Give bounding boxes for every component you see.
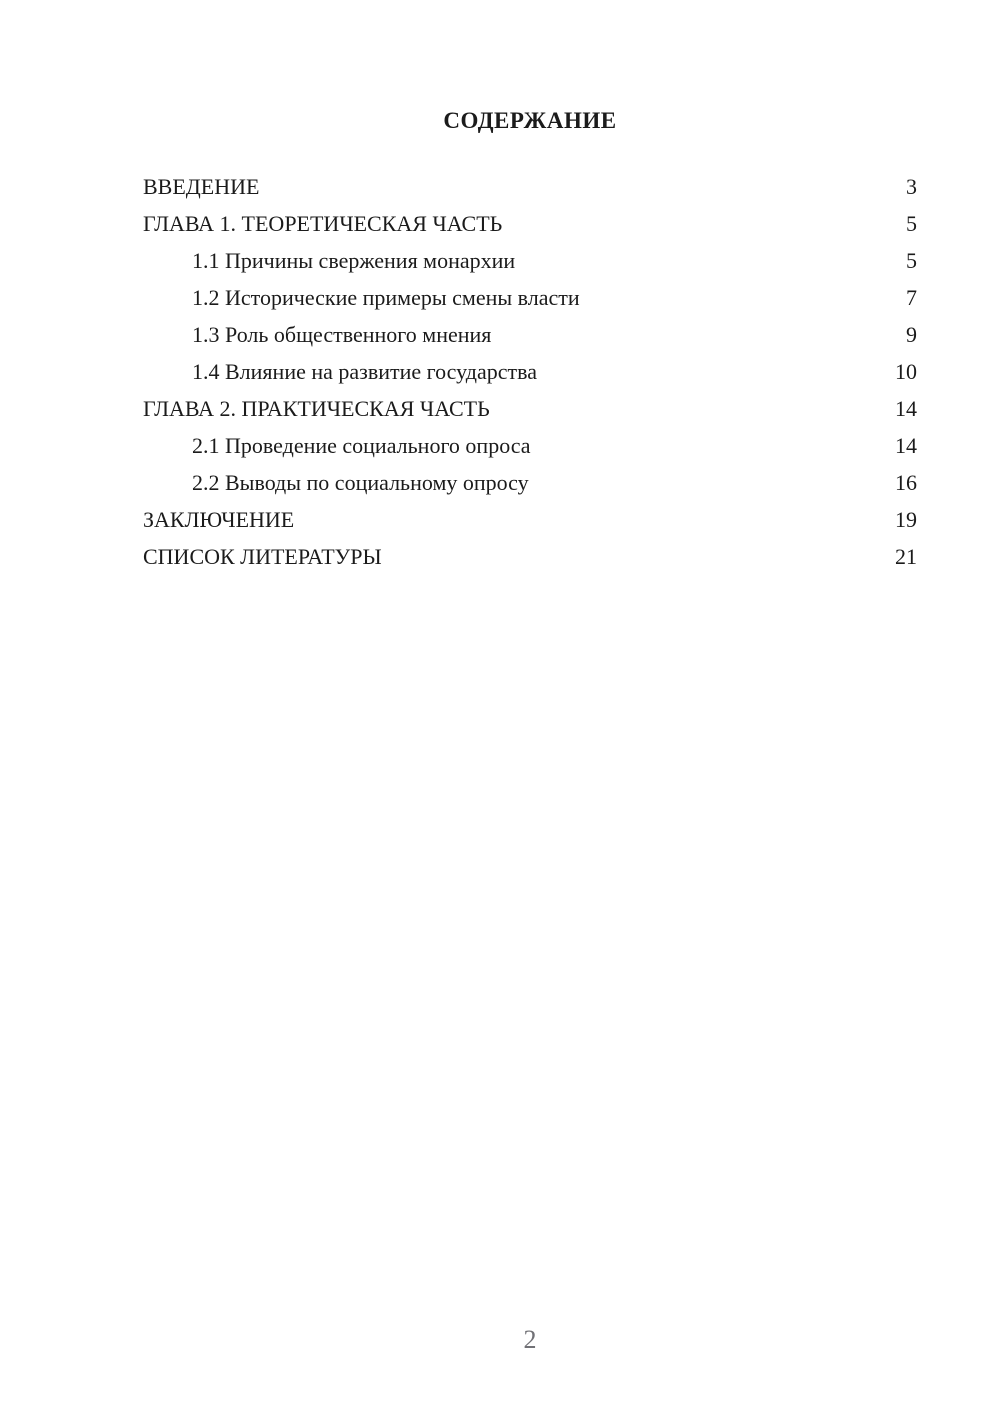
- toc-entry-label: ЗАКЛЮЧЕНИЕ: [143, 507, 295, 532]
- toc-entry: [143, 390, 917, 427]
- toc-entry-label: 1.3 Роль общественного мнения: [192, 322, 492, 347]
- toc-entry: [143, 464, 917, 501]
- toc-entry: [143, 538, 917, 575]
- toc-entry: [143, 168, 917, 205]
- toc-entry-label: 2.2 Выводы по социальному опросу: [192, 470, 529, 495]
- toc-entry-page-number: 10: [895, 359, 917, 384]
- toc-entry-label: ГЛАВА 2. ПРАКТИЧЕСКАЯ ЧАСТЬ: [143, 396, 490, 421]
- toc-entry-page-number: 7: [906, 285, 917, 310]
- toc-entry-label: 1.2 Исторические примеры смены власти: [192, 285, 580, 310]
- toc-entry-label: 1.1 Причины свержения монархии: [192, 248, 516, 273]
- toc-entry-page-number: 9: [906, 322, 917, 347]
- footer-page-number: 2: [523, 1325, 537, 1354]
- toc-entry-label: СПИСОК ЛИТЕРАТУРЫ: [143, 544, 382, 569]
- table-of-contents: [143, 168, 917, 575]
- toc-entry: [143, 427, 917, 464]
- toc-entry-label: 2.1 Проведение социального опроса: [192, 433, 531, 458]
- toc-entry-page-number: 14: [895, 433, 917, 458]
- toc-entry: [143, 353, 917, 390]
- toc-entry-page-number: 5: [906, 211, 917, 236]
- toc-entry: [143, 501, 917, 538]
- toc-entry-label: 1.4 Влияние на развитие государства: [192, 359, 537, 384]
- page-title: СОДЕРЖАНИЕ: [443, 108, 617, 134]
- toc-entry-label: ГЛАВА 1. ТЕОРЕТИЧЕСКАЯ ЧАСТЬ: [143, 211, 503, 236]
- toc-entry-page-number: 21: [895, 544, 917, 569]
- toc-entry-page-number: 14: [895, 396, 917, 421]
- toc-entry: [143, 205, 917, 242]
- toc-entry-page-number: 5: [906, 248, 917, 273]
- toc-entry: [143, 242, 917, 279]
- toc-entry-page-number: 3: [906, 174, 917, 199]
- toc-entry: [143, 279, 917, 316]
- toc-entry-page-number: 19: [895, 507, 917, 532]
- toc-entry: [143, 316, 917, 353]
- toc-entry-page-number: 16: [895, 470, 917, 495]
- toc-entry-label: ВВЕДЕНИЕ: [143, 174, 260, 199]
